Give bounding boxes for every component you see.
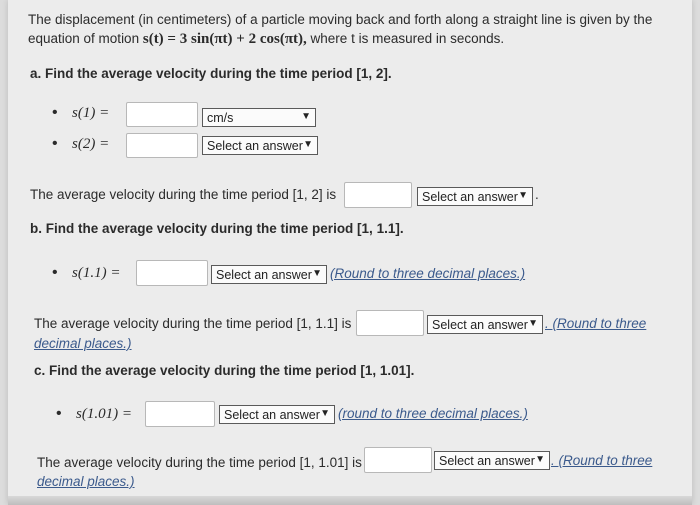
chevron-down-icon: ▼ [320,408,330,419]
round-hint: (Round to three decimal places.) [330,266,526,281]
bullet: • [52,264,58,281]
round-hint-continued: decimal places.) [34,336,132,351]
part-b-avg-unit-select[interactable] [427,315,543,334]
round-hint: . (Round to three [551,453,653,468]
s2-answer-input[interactable] [126,133,198,158]
s1-label: s(1) = [72,105,110,121]
bullet: • [52,104,58,121]
part-c-avg-input[interactable] [364,447,432,473]
chevron-down-icon: ▼ [312,268,322,279]
part-a-prompt: a. Find the average velocity during the time period [1, 2]. [30,66,392,81]
s1-unit-value: cm/s [207,111,234,125]
part-b-avg-text: The average velocity during the time period [1, 1.1] is [34,316,352,331]
part-b-prompt: b. Find the average velocity during the time period [1, 1.1]. [30,221,404,236]
bullet: • [52,135,58,152]
round-hint: . (Round to three [545,316,647,331]
part-b-avg-select-value: Select an answer [432,318,528,332]
s2-unit-select[interactable] [202,136,318,155]
intro-line-1: The displacement (in centimeters) of a particle moving back and forth along a straight line is given by the [28,12,653,27]
s1-unit-select[interactable] [202,108,316,127]
part-a-avg-text: The average velocity during the time period [1, 2] is [30,187,337,202]
chevron-down-icon: ▼ [301,111,311,122]
bottom-bar [8,496,692,505]
round-hint: (round to three decimal places.) [338,406,528,421]
s-1-1-label: s(1.1) = [72,265,121,281]
s-1-01-select-value: Select an answer [224,408,320,422]
bullet: • [56,405,62,422]
s-1-01-label: s(1.01) = [76,406,132,422]
part-c-avg-unit-select[interactable] [434,451,550,470]
intro-prefix: equation of motion [28,31,140,46]
s-1-1-select-value: Select an answer [216,268,312,282]
round-hint-continued: decimal places.) [37,474,135,489]
part-a-avg-unit-select[interactable] [417,187,533,206]
part-b-avg-input[interactable] [356,310,424,336]
chevron-down-icon: ▼ [518,190,528,201]
chevron-down-icon: ▼ [535,454,545,465]
s-1-01-answer-input[interactable] [145,401,215,427]
s1-answer-input[interactable] [126,102,198,127]
s-1-1-answer-input[interactable] [136,260,208,286]
period: . [535,187,539,202]
s2-select-value: Select an answer [207,139,303,153]
part-a-avg-input[interactable] [344,182,412,208]
chevron-down-icon: ▼ [528,318,538,329]
intro-suffix: where t is measured in seconds. [310,31,505,46]
part-a-avg-select-value: Select an answer [422,190,518,204]
equation: s(t) = 3 sin(πt) + 2 cos(πt), [142,31,307,47]
intro-line-2 [28,31,504,48]
part-c-prompt: c. Find the average velocity during the time period [1, 1.01]. [34,363,415,378]
s2-label: s(2) = [72,136,110,152]
s-1-1-unit-select[interactable] [211,265,327,284]
chevron-down-icon: ▼ [303,139,313,150]
part-c-avg-select-value: Select an answer [439,454,535,468]
question-page [8,0,692,505]
part-c-avg-text: The average velocity during the time period [1, 1.01] is [37,455,362,470]
s-1-01-unit-select[interactable] [219,405,335,424]
